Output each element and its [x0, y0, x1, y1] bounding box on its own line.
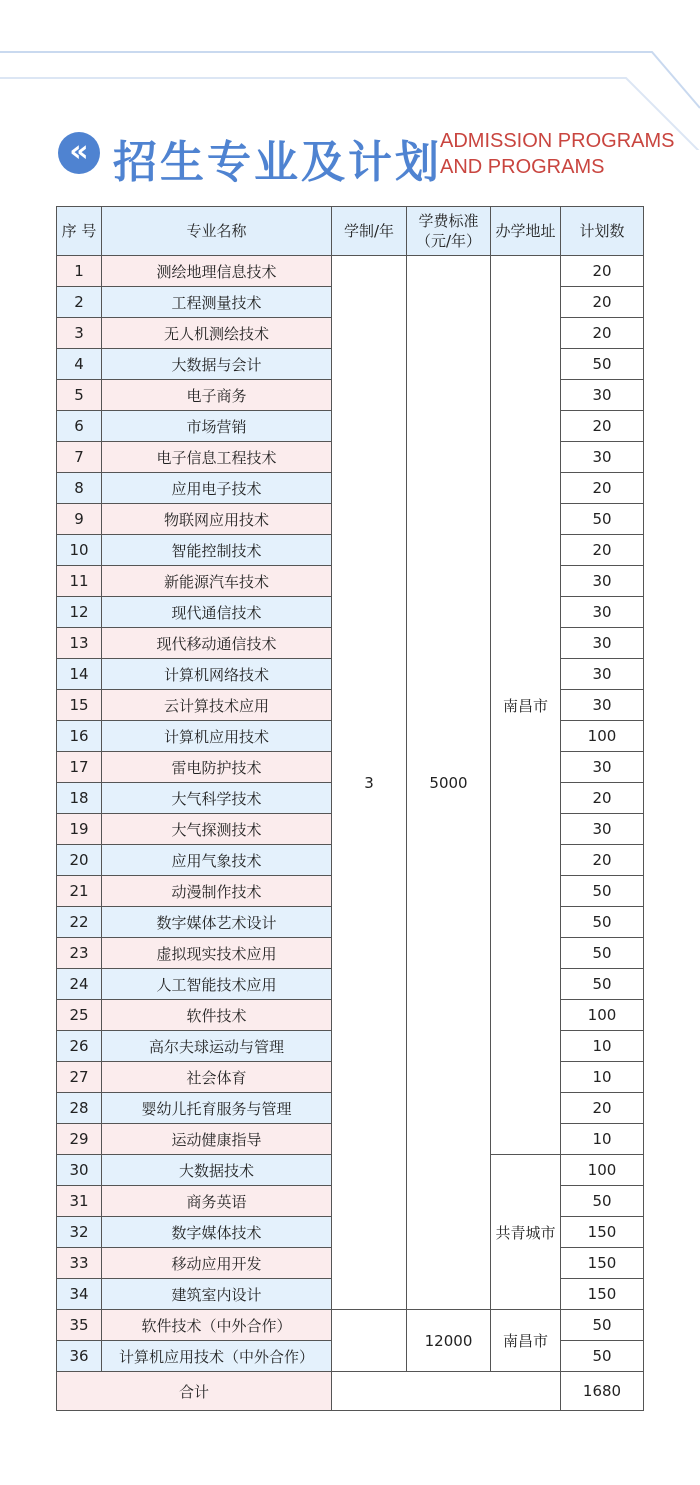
row-number: 31 — [57, 1186, 102, 1217]
plan-count: 20 — [561, 411, 644, 442]
location-cell: 南昌市 — [491, 256, 561, 1155]
plan-count: 20 — [561, 318, 644, 349]
row-number: 34 — [57, 1279, 102, 1310]
plan-count: 30 — [561, 814, 644, 845]
plan-count: 50 — [561, 349, 644, 380]
row-number: 15 — [57, 690, 102, 721]
program-name: 无人机测绘技术 — [102, 318, 332, 349]
location-cell: 南昌市 — [491, 1310, 561, 1372]
program-name: 计算机网络技术 — [102, 659, 332, 690]
header-years: 学制/年 — [332, 207, 407, 256]
fee-cell: 5000 — [407, 256, 491, 1310]
plan-count: 150 — [561, 1248, 644, 1279]
row-number: 18 — [57, 783, 102, 814]
years-cell-blank — [332, 1310, 407, 1372]
program-name: 现代移动通信技术 — [102, 628, 332, 659]
program-name: 婴幼儿托育服务与管理 — [102, 1093, 332, 1124]
plan-count: 50 — [561, 938, 644, 969]
row-number: 17 — [57, 752, 102, 783]
admission-table — [56, 206, 644, 1411]
program-name: 电子商务 — [102, 380, 332, 411]
plan-count: 30 — [561, 597, 644, 628]
row-number: 22 — [57, 907, 102, 938]
program-name: 软件技术 — [102, 1000, 332, 1031]
plan-count: 30 — [561, 628, 644, 659]
header-no: 序 号 — [57, 207, 102, 256]
plan-count: 30 — [561, 380, 644, 411]
row-number: 5 — [57, 380, 102, 411]
plan-count: 20 — [561, 287, 644, 318]
plan-count: 50 — [561, 876, 644, 907]
row-number: 26 — [57, 1031, 102, 1062]
program-name: 建筑室内设计 — [102, 1279, 332, 1310]
program-name: 云计算技术应用 — [102, 690, 332, 721]
title-english-line-1: ADMISSION PROGRAMS — [440, 130, 675, 152]
header-fee — [407, 207, 491, 256]
total-value: 1680 — [561, 1372, 644, 1411]
years-cell: 3 — [332, 256, 407, 1310]
program-name: 数字媒体技术 — [102, 1217, 332, 1248]
plan-count: 20 — [561, 845, 644, 876]
row-number: 10 — [57, 535, 102, 566]
plan-count: 50 — [561, 1310, 644, 1341]
program-name: 雷电防护技术 — [102, 752, 332, 783]
table-body — [57, 256, 644, 1411]
plan-count: 50 — [561, 1186, 644, 1217]
row-number: 30 — [57, 1155, 102, 1186]
program-name: 应用电子技术 — [102, 473, 332, 504]
row-number: 3 — [57, 318, 102, 349]
program-name: 应用气象技术 — [102, 845, 332, 876]
header-location: 办学地址 — [491, 207, 561, 256]
row-number: 2 — [57, 287, 102, 318]
row-number: 28 — [57, 1093, 102, 1124]
header-fee-line-1: 学费标准 — [418, 212, 479, 230]
row-number: 11 — [57, 566, 102, 597]
double-chevron-left-icon: « — [58, 132, 100, 174]
row-number: 1 — [57, 256, 102, 287]
header-plan: 计划数 — [561, 207, 644, 256]
program-name: 社会体育 — [102, 1062, 332, 1093]
header-name: 专业名称 — [102, 207, 332, 256]
plan-count: 100 — [561, 1155, 644, 1186]
program-name: 大数据技术 — [102, 1155, 332, 1186]
plan-count: 20 — [561, 256, 644, 287]
total-blank — [332, 1372, 561, 1411]
plan-count: 150 — [561, 1217, 644, 1248]
plan-count: 10 — [561, 1124, 644, 1155]
plan-count: 50 — [561, 907, 644, 938]
row-number: 33 — [57, 1248, 102, 1279]
row-number: 36 — [57, 1341, 102, 1372]
plan-count: 150 — [561, 1279, 644, 1310]
plan-count: 10 — [561, 1062, 644, 1093]
row-number: 23 — [57, 938, 102, 969]
row-number: 21 — [57, 876, 102, 907]
plan-count: 30 — [561, 566, 644, 597]
row-number: 12 — [57, 597, 102, 628]
program-name: 大气科学技术 — [102, 783, 332, 814]
row-number: 32 — [57, 1217, 102, 1248]
plan-count: 100 — [561, 1000, 644, 1031]
table-row — [57, 1310, 644, 1341]
row-number: 35 — [57, 1310, 102, 1341]
location-cell: 共青城市 — [491, 1155, 561, 1310]
program-name: 新能源汽车技术 — [102, 566, 332, 597]
plan-count: 100 — [561, 721, 644, 752]
program-name: 市场营销 — [102, 411, 332, 442]
row-number: 16 — [57, 721, 102, 752]
program-name: 电子信息工程技术 — [102, 442, 332, 473]
plan-count: 30 — [561, 752, 644, 783]
row-number: 8 — [57, 473, 102, 504]
plan-count: 50 — [561, 1341, 644, 1372]
program-name: 虚拟现实技术应用 — [102, 938, 332, 969]
plan-count: 50 — [561, 504, 644, 535]
row-number: 4 — [57, 349, 102, 380]
program-name: 运动健康指导 — [102, 1124, 332, 1155]
program-name: 人工智能技术应用 — [102, 969, 332, 1000]
row-number: 25 — [57, 1000, 102, 1031]
program-name: 数字媒体艺术设计 — [102, 907, 332, 938]
row-number: 24 — [57, 969, 102, 1000]
program-name: 计算机应用技术 — [102, 721, 332, 752]
plan-count: 50 — [561, 969, 644, 1000]
program-name: 软件技术（中外合作） — [102, 1310, 332, 1341]
table-row — [57, 256, 644, 287]
plan-count: 20 — [561, 783, 644, 814]
plan-count: 10 — [561, 1031, 644, 1062]
program-name: 现代通信技术 — [102, 597, 332, 628]
row-number: 14 — [57, 659, 102, 690]
program-name: 高尔夫球运动与管理 — [102, 1031, 332, 1062]
plan-count: 30 — [561, 690, 644, 721]
fee-cell: 12000 — [407, 1310, 491, 1372]
plan-count: 30 — [561, 442, 644, 473]
row-number: 20 — [57, 845, 102, 876]
program-name: 工程测量技术 — [102, 287, 332, 318]
table-total-row — [57, 1372, 644, 1411]
row-number: 7 — [57, 442, 102, 473]
program-name: 大气探测技术 — [102, 814, 332, 845]
row-number: 6 — [57, 411, 102, 442]
program-name: 物联网应用技术 — [102, 504, 332, 535]
program-name: 动漫制作技术 — [102, 876, 332, 907]
row-number: 19 — [57, 814, 102, 845]
row-number: 13 — [57, 628, 102, 659]
plan-count: 30 — [561, 659, 644, 690]
header-fee-line-2: （元/年） — [415, 232, 482, 250]
row-number: 9 — [57, 504, 102, 535]
page-title: 招生专业及计划 — [113, 137, 442, 188]
plan-count: 20 — [561, 535, 644, 566]
program-name: 计算机应用技术（中外合作） — [102, 1341, 332, 1372]
total-label: 合计 — [57, 1372, 332, 1411]
table-header-row — [57, 207, 644, 256]
program-name: 智能控制技术 — [102, 535, 332, 566]
row-number: 29 — [57, 1124, 102, 1155]
plan-count: 20 — [561, 473, 644, 504]
row-number: 27 — [57, 1062, 102, 1093]
program-name: 商务英语 — [102, 1186, 332, 1217]
title-english-line-2: AND PROGRAMS — [440, 156, 605, 178]
program-name: 测绘地理信息技术 — [102, 256, 332, 287]
plan-count: 20 — [561, 1093, 644, 1124]
program-name: 移动应用开发 — [102, 1248, 332, 1279]
program-name: 大数据与会计 — [102, 349, 332, 380]
page-title-english — [440, 128, 680, 180]
